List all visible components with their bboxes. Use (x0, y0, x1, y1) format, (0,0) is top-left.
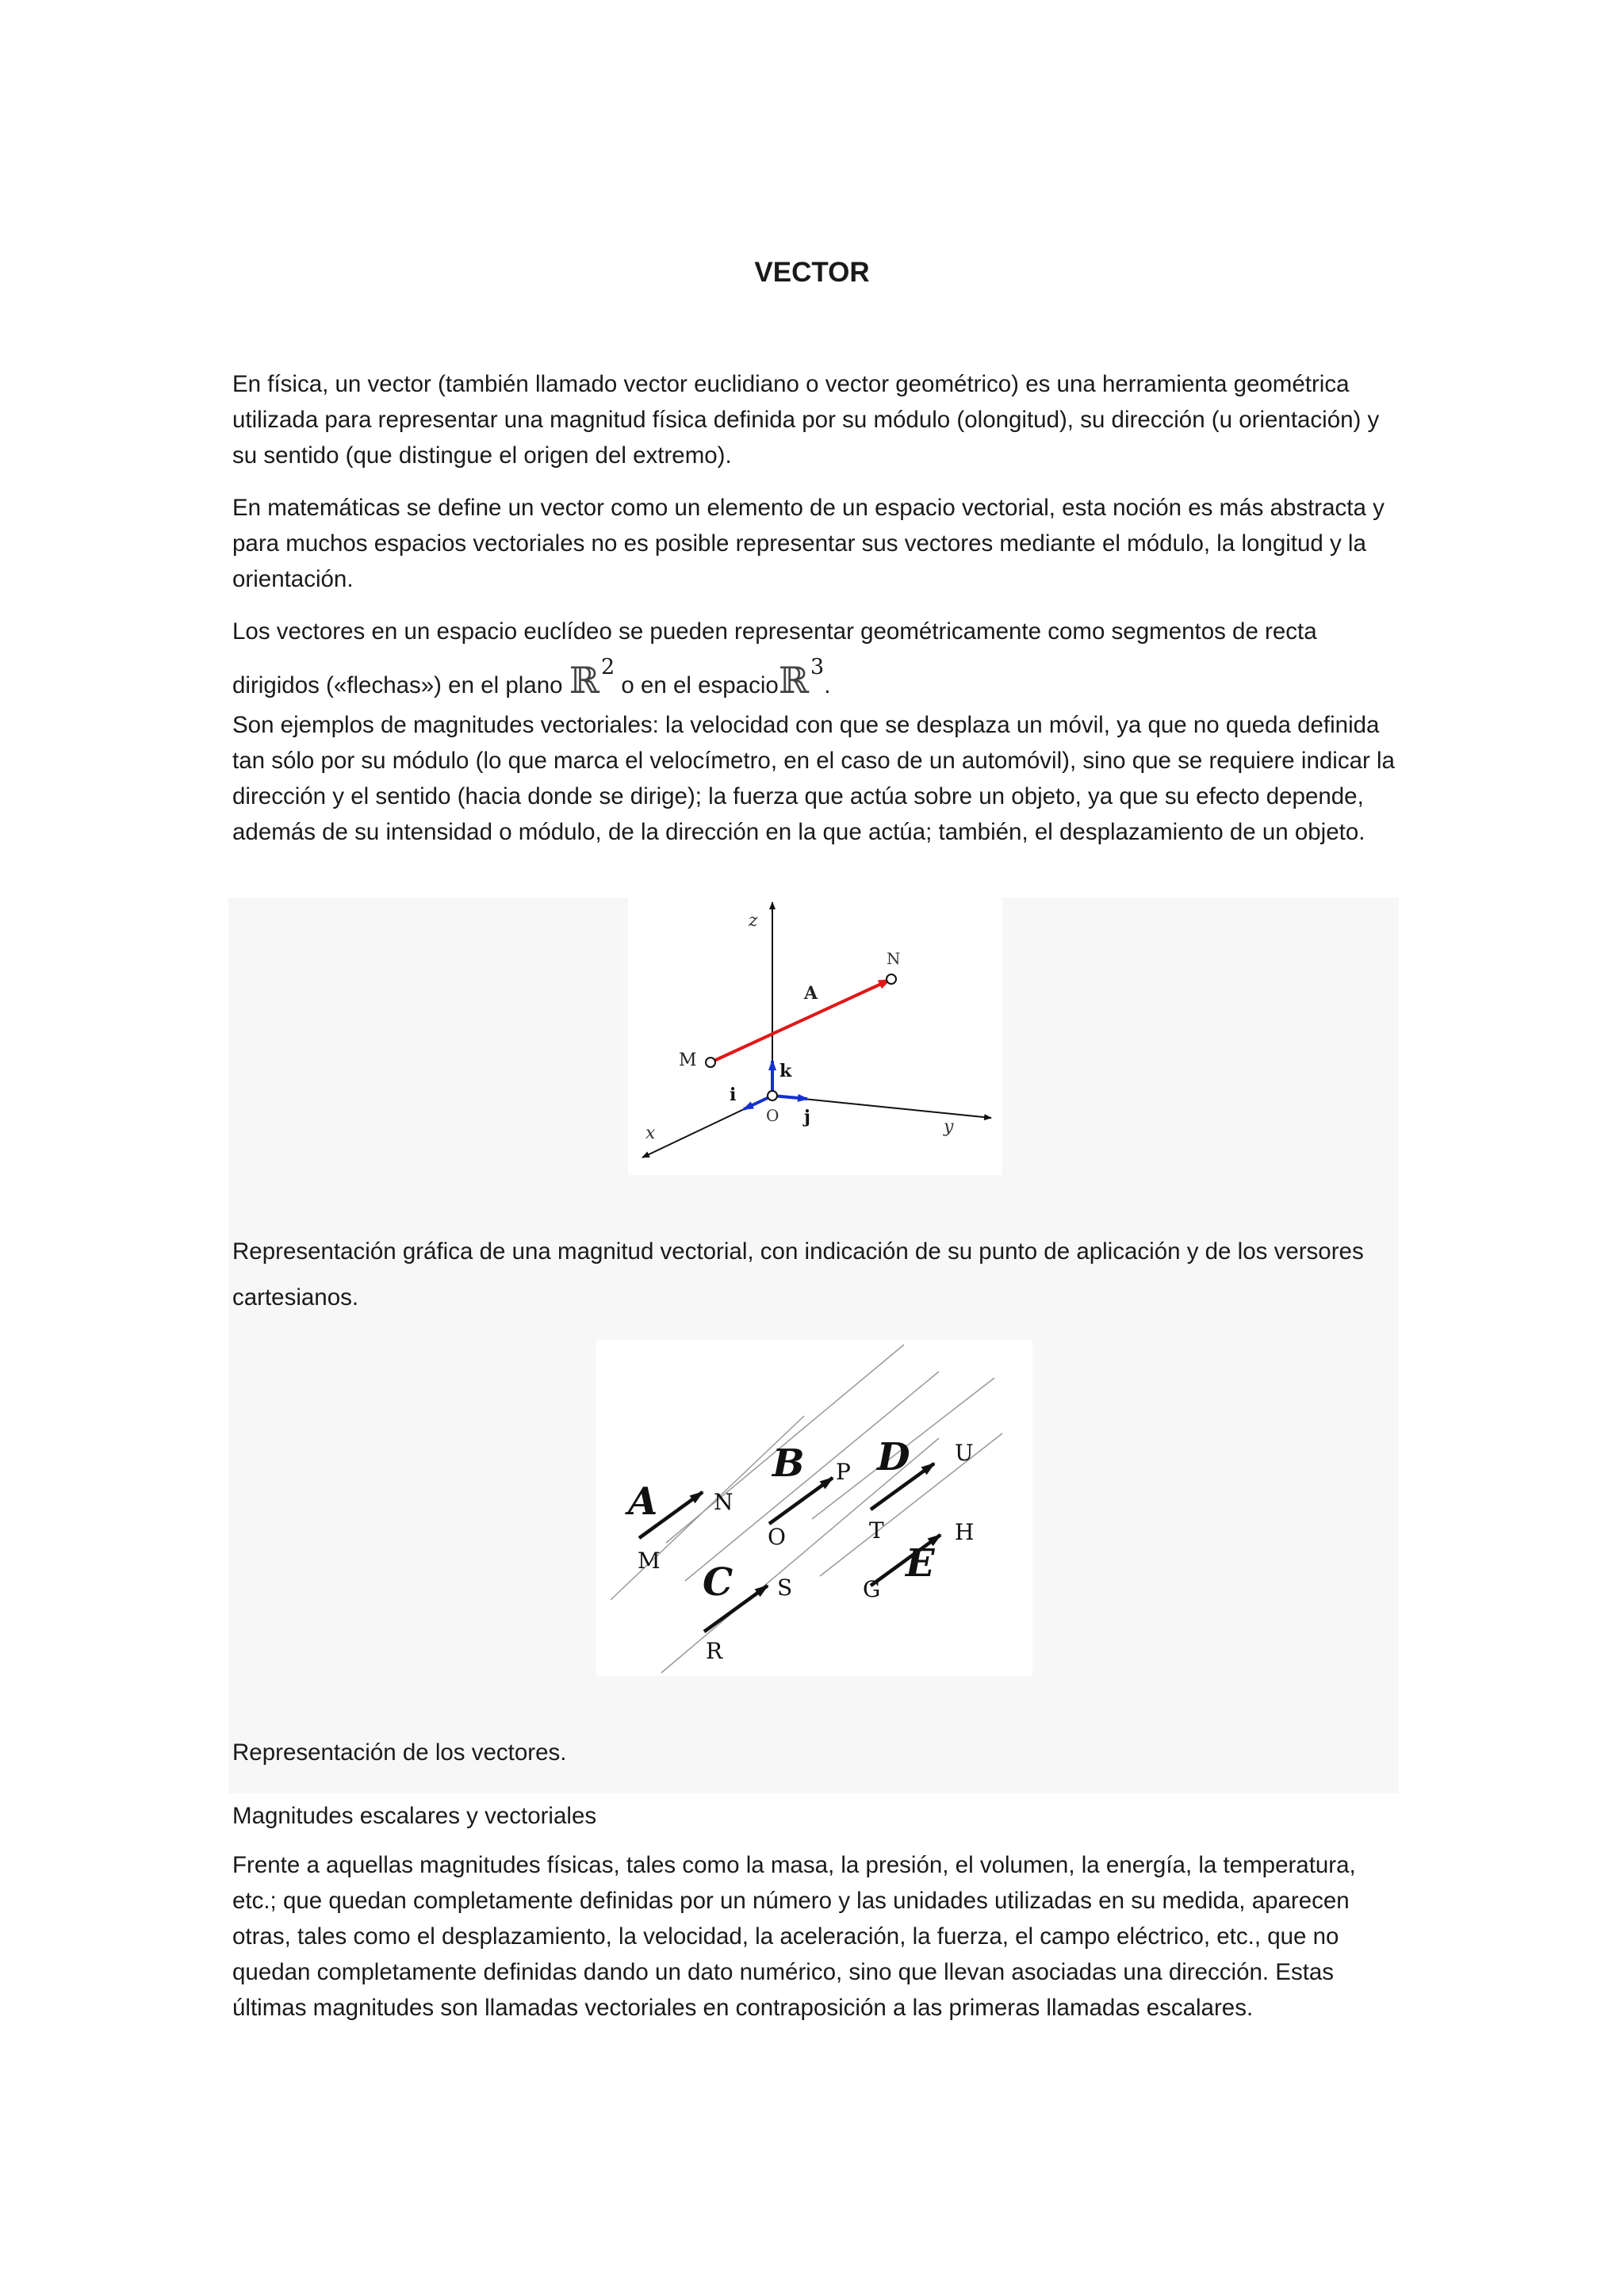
paragraph-examples: Son ejemplos de magnitudes vectoriales: la velocidad con que se desplaza un móvil, ya que no queda definida tan sólo por su módulo (lo que marca el velocímetro, en el caso de un automóvil), sino que se requiere indicar la dirección y el sentido (hacia donde se dirige); la fuerza que actúa sobre un objeto, ya que su efecto depende, además de su intensidad o módulo, de la dirección en la que actúa; también, el desplazamiento de un objeto. (232, 712, 1395, 845)
section-heading-magnitudes: Magnitudes escalares y vectoriales (232, 1803, 597, 1829)
vectors-diagram (596, 1340, 1032, 1676)
paragraph-euclidean-text-b: o en el espacio (615, 672, 779, 698)
real-plane-exponent: 2 (600, 655, 615, 679)
point-label-m: M (638, 1548, 661, 1574)
figure-vectors-representation (596, 1340, 1032, 1676)
point-label-h: H (955, 1519, 975, 1545)
point-label-u: U (955, 1440, 974, 1466)
point-label-o: O (768, 1524, 786, 1550)
vector-label-d: D (877, 1435, 910, 1479)
page-title: VECTOR (754, 257, 870, 288)
label-y: y (944, 1117, 954, 1137)
real-plane-symbol: ℝ (569, 659, 599, 702)
figure1-caption: Representación gráfica de una magnitud vectorial, con indicación de su punto de aplicación y de los versores cartesianos. (232, 1238, 1364, 1311)
real-space-symbol: ℝ (778, 659, 810, 702)
vector-a (710, 980, 890, 1062)
point-label-p: P (836, 1459, 851, 1485)
label-z: z (749, 911, 758, 931)
paragraph-mathematics: En matemáticas se define un vector como un elemento de un espacio vectorial, esta noción es más abstracta y para muchos espacios vectoriales no es posible representar sus vectores mediante el módulo, la longitud y la orientación. (232, 495, 1385, 592)
label-o: O (766, 1106, 779, 1125)
paragraph-definition: En física, un vector (también llamado vector euclidiano o vector geométrico) es una herramienta geométrica utilizada para representar una magnitud física definida por su módulo (olongitud), su dirección (u orientación) y su sentido (que distingue el origen del extremo). (232, 371, 1380, 469)
point-label-r: R (706, 1638, 723, 1664)
paragraph-euclidean-text-a: Los vectores en un espacio euclídeo se pueden representar geométricamente como segmentos de recta dirigidos («flechas») en el plano (232, 618, 1317, 698)
point-label-g: G (863, 1576, 881, 1602)
point-n (887, 974, 896, 984)
vector-label-a: A (628, 1479, 658, 1524)
label-j: j (804, 1107, 810, 1127)
paragraph-scalar-vector: Frente a aquellas magnitudes físicas, tales como la masa, la presión, el volumen, la energía, la temperatura, etc.; que quedan completamente definidas por un número y las unidades utilizadas en su medida, aparecen otras, tales como el desplazamiento, la velocidad, la aceleración, la fuerza, el campo eléctrico, etc., que no quedan completamente definidas dando un dato numérico, sino que llevan asociadas una dirección. Estas últimas magnitudes son llamadas vectoriales en contraposición a las primeras llamadas escalares. (232, 1852, 1356, 2021)
origin-point (768, 1091, 777, 1100)
paragraph-euclidean-text-c: . (824, 672, 831, 698)
paragraph-euclidean-space (232, 614, 1398, 703)
label-n: N (887, 949, 901, 968)
point-label-t: T (869, 1517, 884, 1544)
vector-label-e: E (906, 1541, 935, 1586)
figure-vector-3d (628, 897, 1002, 1175)
label-k: k (779, 1061, 792, 1081)
point-m (706, 1058, 715, 1067)
real-space-exponent: 3 (810, 655, 825, 679)
label-i: i (730, 1085, 737, 1105)
label-x: x (645, 1123, 656, 1143)
point-label-n: N (714, 1489, 733, 1515)
label-a: A (804, 983, 818, 1004)
figure2-caption: Representación de los vectores. (232, 1739, 567, 1766)
label-m: M (679, 1050, 697, 1070)
vector-label-b: B (772, 1441, 805, 1486)
vector-3d-diagram (628, 897, 1002, 1175)
point-label-s: S (777, 1575, 793, 1601)
vector-label-c: C (703, 1560, 733, 1605)
